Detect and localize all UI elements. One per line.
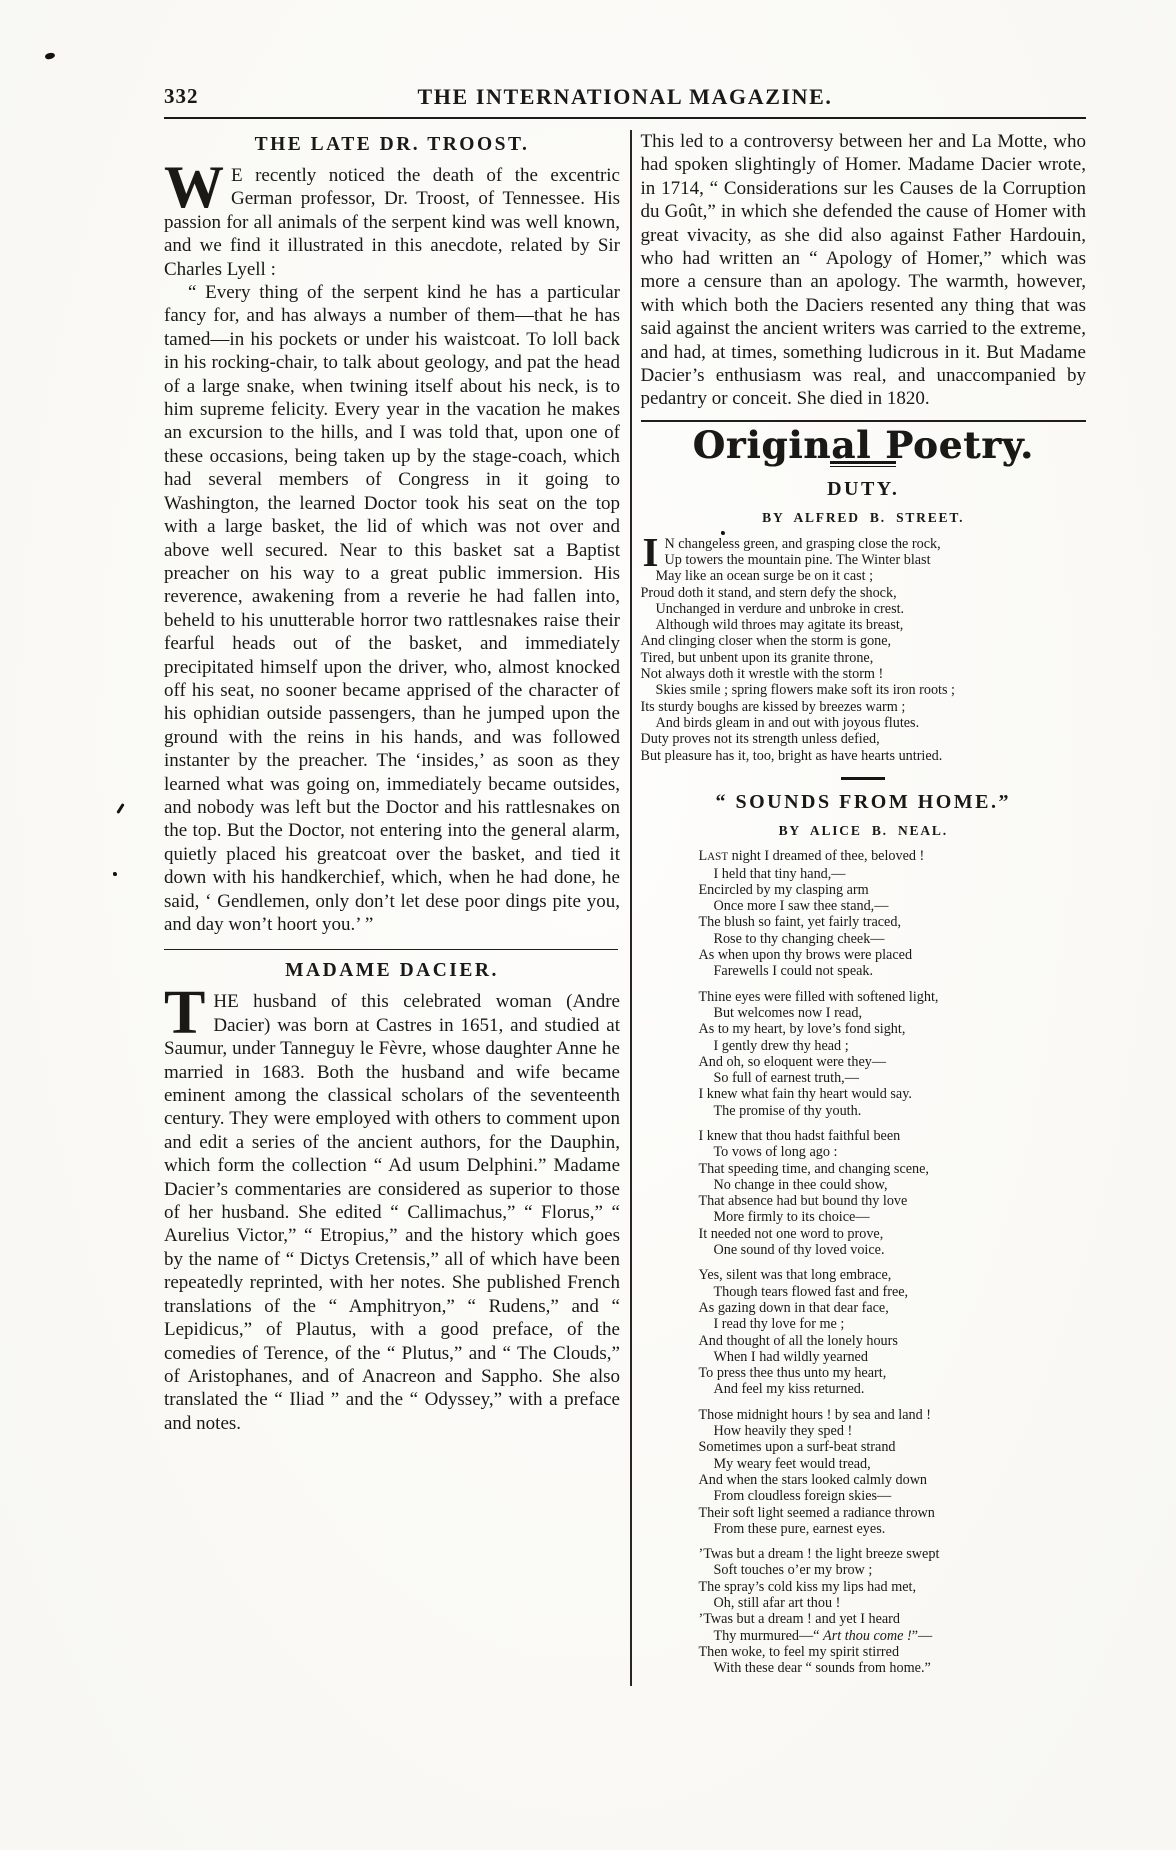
poem-sounds-from-home [699, 848, 1087, 1676]
poem-line: Encircled by my clasping arm [698, 881, 869, 898]
paragraph-text: E recently noticed the death of the excentric German professor, Dr. Troost, of Tennessee. His passion for all animals of the serpent kind was well known, and we find it illustrated in this anecdote, related by Sir Charles Lyell : [164, 165, 620, 280]
poem-stanza [699, 989, 1087, 1119]
drop-cap-w: W [164, 154, 224, 220]
poem-line: The promise of thy youth. [713, 1102, 862, 1119]
poem-line: I knew what fain thy heart would say. [698, 1086, 912, 1103]
page-content [164, 84, 1086, 1686]
drop-cap-i: I [642, 528, 659, 575]
poem-line: Once more I saw thee stand,— [713, 898, 889, 915]
poem-line: Skies smile ; spring flowers make soft its iron roots ; [655, 682, 955, 699]
text-columns [164, 130, 1086, 1686]
poem-line: To vows of long ago : [713, 1144, 838, 1161]
poem-line: Soft touches o’er my brow ; [713, 1562, 873, 1579]
poem-line: Up towers the mountain pine. The Winter blast [664, 551, 931, 568]
poem-line: But pleasure has it, too, bright as have hearts untried. [640, 747, 943, 764]
paragraph-text: HE husband of this celebrated woman (Andre Dacier) was born at Castres in 1651, and studied at Saumur, under Tanneguy le Fèvre, whose daughter Anne he married in 1683. Both the husband and wife became eminent among the classical scholars of the seventeenth century. They were employed with others to comment upon and edit a series of the ancient authors, for the Dauphin, which form the collection “ Ad usum Delphini.” Madame Dacier’s commentaries are considered as superior to those of her husband. She edited “ Callimachus,” “ Florus,” “ Aurelius Victor,” “ Etropius,” and the history which goes by the name of “ Dictys Cretensis,” all of which have been repeatedly reprinted, with her notes. She published French translations of the “ Amphitryon,” “ Rudens,” and “ Lepidicus,” of Plautus, with a good preface, of the comedies of Terence, of the “ Plutus,” and “ The Clouds,” of Aristophanes, and of Anacreon and Sappho. She also translated the “ Iliad ” and the “ Odyssey,” with a preface and notes. [164, 991, 620, 1434]
poem-line: Tired, but unbent upon its granite throne, [640, 649, 874, 666]
article-title-madame-dacier: MADAME DACIER. [285, 960, 499, 982]
poem-line: May like an ocean surge be on it cast ; [655, 568, 874, 585]
poem-line: But welcomes now I read, [713, 1004, 863, 1021]
poem-line: To press thee thus unto my heart, [698, 1365, 887, 1382]
poem-line: Its sturdy boughs are kissed by breezes warm ; [640, 698, 906, 715]
poem-line: Duty proves not its strength unless defied, [640, 731, 880, 748]
poem-line: How heavily they sped ! [713, 1423, 853, 1440]
poem-line: And clinging closer when the storm is gone, [640, 633, 892, 650]
poem-line: Then woke, to feel my spirit stirred [698, 1643, 900, 1660]
poem-duty [640, 528, 1087, 764]
poem-line: LAST night I dreamed of thee, beloved ! [698, 848, 925, 865]
poem-line: Farewells I could not speak. [713, 963, 874, 980]
anecdote-paragraph: “ Every thing of the serpent kind he has a particular fancy for, and has always a number of them—that he has tamed—in his pockets or under his waistcoat. To loll back in his rocking-chair, to talk about geology, and pat the head of a large snake, when twining itself about his neck, is to him supreme felicity. Every year in the vacation he makes an excursion to the hills, and I was told that, upon one of these occasions, being taken up by the stage-coach, which had several members of Congress in it going to Washington, the learned Doctor took his seat on the top with a large basket, the lid of which was not over and above well secured. Near to this basket sat a Baptist preacher on his way to a great public immersion. His reverence, awakening from a reverie he had fallen into, beheld to his unutterable horror two rattlesnakes raise their fearful heads out of the basket, and immediately precipitated himself upon the driver, who, almost knocked off his seat, no sooner became apprised of the character of his ophidian outside passengers, than he jumped upon the ground with the reins in his hands, and was followed instanter by the preacher. The ‘insides,’ as soon as they learned what was going on, immediately became outsides, and nobody was left but the Doctor and his rattlesnakes on the top. But the Doctor, not entering into the general alarm, quietly placed his greatcoat over the basket, and tied it down with his handkerchief, which, when he had done, he said, ‘ Gendlemen, only don’t let dese poor dings pite you, and day won’t hoort you.’ ” [164, 282, 620, 935]
poem-line: Oh, still afar art thou ! [713, 1595, 841, 1612]
poem-line: That absence had but bound thy love [698, 1193, 908, 1210]
poem-line: Not always doth it wrestle with the storm ! [640, 666, 884, 683]
poem-line: Although wild throes may agitate its breast, [655, 617, 904, 634]
right-column [641, 130, 1087, 1686]
scan-speck [44, 52, 55, 61]
section-divider-rule [641, 420, 1087, 422]
poem-line: N changeless green, and grasping close the rock, [664, 535, 941, 552]
poem-line: Sometimes upon a surf-beat strand [698, 1439, 896, 1456]
poem-line: Proud doth it stand, and stern defy the shock, [640, 584, 897, 601]
poem-line: With these dear “ sounds from home.” [713, 1660, 931, 1677]
header-rule [164, 117, 1086, 119]
poem-line: The spray’s cold kiss my lips had met, [698, 1578, 917, 1595]
poem-line: Thy murmured—“ Art thou come !”— [713, 1627, 933, 1644]
poem-line: As when upon thy brows were placed [698, 947, 913, 964]
poem-line: As gazing down in that dear face, [698, 1299, 889, 1316]
poem-byline-alfred-b-street: BY ALFRED B. STREET. [762, 510, 965, 526]
poem-line: And thought of all the lonely hours [698, 1332, 898, 1349]
poem-line: I knew that thou hadst faithful been [698, 1128, 901, 1144]
poem-line: And when the stars looked calmly down [698, 1471, 928, 1488]
poem-line: From these pure, earnest eyes. [713, 1520, 886, 1537]
article-body-paragraph [164, 979, 620, 1435]
poem-line: Yes, silent was that long embrace, [698, 1267, 892, 1284]
poem-line: ’Twas but a dream ! the light breeze swept [698, 1546, 940, 1563]
poem-stanza [699, 1407, 1087, 1537]
scan-speck [116, 803, 124, 814]
poem-line: Those midnight hours ! by sea and land ! [698, 1406, 931, 1423]
drop-cap-t: T [164, 979, 206, 1048]
poem-line: The blush so faint, yet fairly traced, [698, 914, 901, 931]
column-divider-rule [630, 130, 632, 1686]
poem-line: Rose to thy changing cheek— [713, 930, 885, 947]
poem-byline-alice-b-neal: BY ALICE B. NEAL. [778, 822, 948, 838]
poem-line: It needed not one word to prove, [698, 1225, 884, 1242]
poem-line: I held that tiny hand,— [713, 865, 846, 882]
article-opening-paragraph [164, 154, 620, 281]
article-divider-rule [164, 949, 618, 950]
poem-line: One sound of thy loved voice. [713, 1242, 885, 1259]
poem-line: Though tears flowed fast and free, [713, 1283, 909, 1300]
poem-stanza [699, 1128, 1087, 1258]
article-title-late-dr-troost: THE LATE DR. TROOST. [254, 134, 530, 155]
page-number: 332 [164, 84, 199, 108]
page-header [164, 84, 1086, 116]
poem-line: My weary feet would tread, [713, 1455, 871, 1472]
poem-line: As to my heart, by love’s fond sight, [698, 1021, 906, 1038]
poem-title-sounds-from-home: “ SOUNDS FROM HOME.” [715, 790, 1012, 813]
poem-line: ’Twas but a dream ! and yet I heard [698, 1611, 900, 1628]
poem-line: When I had wildly yearned [713, 1348, 868, 1365]
poem-line: I gently drew thy head ; [713, 1037, 849, 1054]
poem-line: More firmly to its choice— [713, 1209, 870, 1226]
poem-line: From cloudless foreign skies— [713, 1488, 892, 1505]
poem-line: Unchanged in verdure and unbroke in crest. [655, 600, 905, 617]
poem-stanza [699, 848, 1087, 979]
poem-line: And oh, so eloquent were they— [698, 1053, 887, 1070]
ornament-divider-small [841, 777, 885, 780]
poem-line: And birds gleam in and out with joyous flutes. [655, 714, 920, 731]
poem-line: Thine eyes were filled with softened light, [698, 988, 939, 1005]
section-title-original-poetry: Original Poetry. [692, 422, 1034, 467]
left-column [164, 130, 620, 1686]
masthead-title: THE INTERNATIONAL MAGAZINE. [417, 84, 833, 109]
poem-lines [640, 528, 1087, 764]
poem-line: No change in thee could show, [713, 1176, 888, 1193]
scan-speck [113, 872, 117, 876]
poem-stanza [699, 1546, 1087, 1676]
poem-title-duty: DUTY. [827, 478, 900, 501]
poem-line: And feel my kiss returned. [713, 1381, 865, 1398]
poem-line: So full of earnest truth,— [713, 1070, 859, 1087]
continuation-paragraph: This led to a controversy between her and La Motte, who had spoken slightingly of Homer. Madame Dacier wrote, in 1714, “ Considerations sur les Causes de la Corruption du Goût,” in which she defended the cause of Homer with great vivacity, as she did also against Father Hardouin, who had written an “ Apology of Homer,” which was more a censure than an apology. The warmth, however, with which both the Daciers resented any thing that was said against the ancient writers was carried to the extreme, and had, at times, something ludicrous in it. But Madame Dacier’s enthusiasm was real, and unaccompanied by pedantry or conceit. She died in 1820. [640, 131, 1086, 410]
poem-line: I read thy love for me ; [713, 1316, 845, 1333]
poem-stanza [699, 1267, 1087, 1397]
poem-line: That speeding time, and changing scene, [698, 1160, 929, 1177]
poem-line: Their soft light seemed a radiance thrown [698, 1504, 935, 1521]
